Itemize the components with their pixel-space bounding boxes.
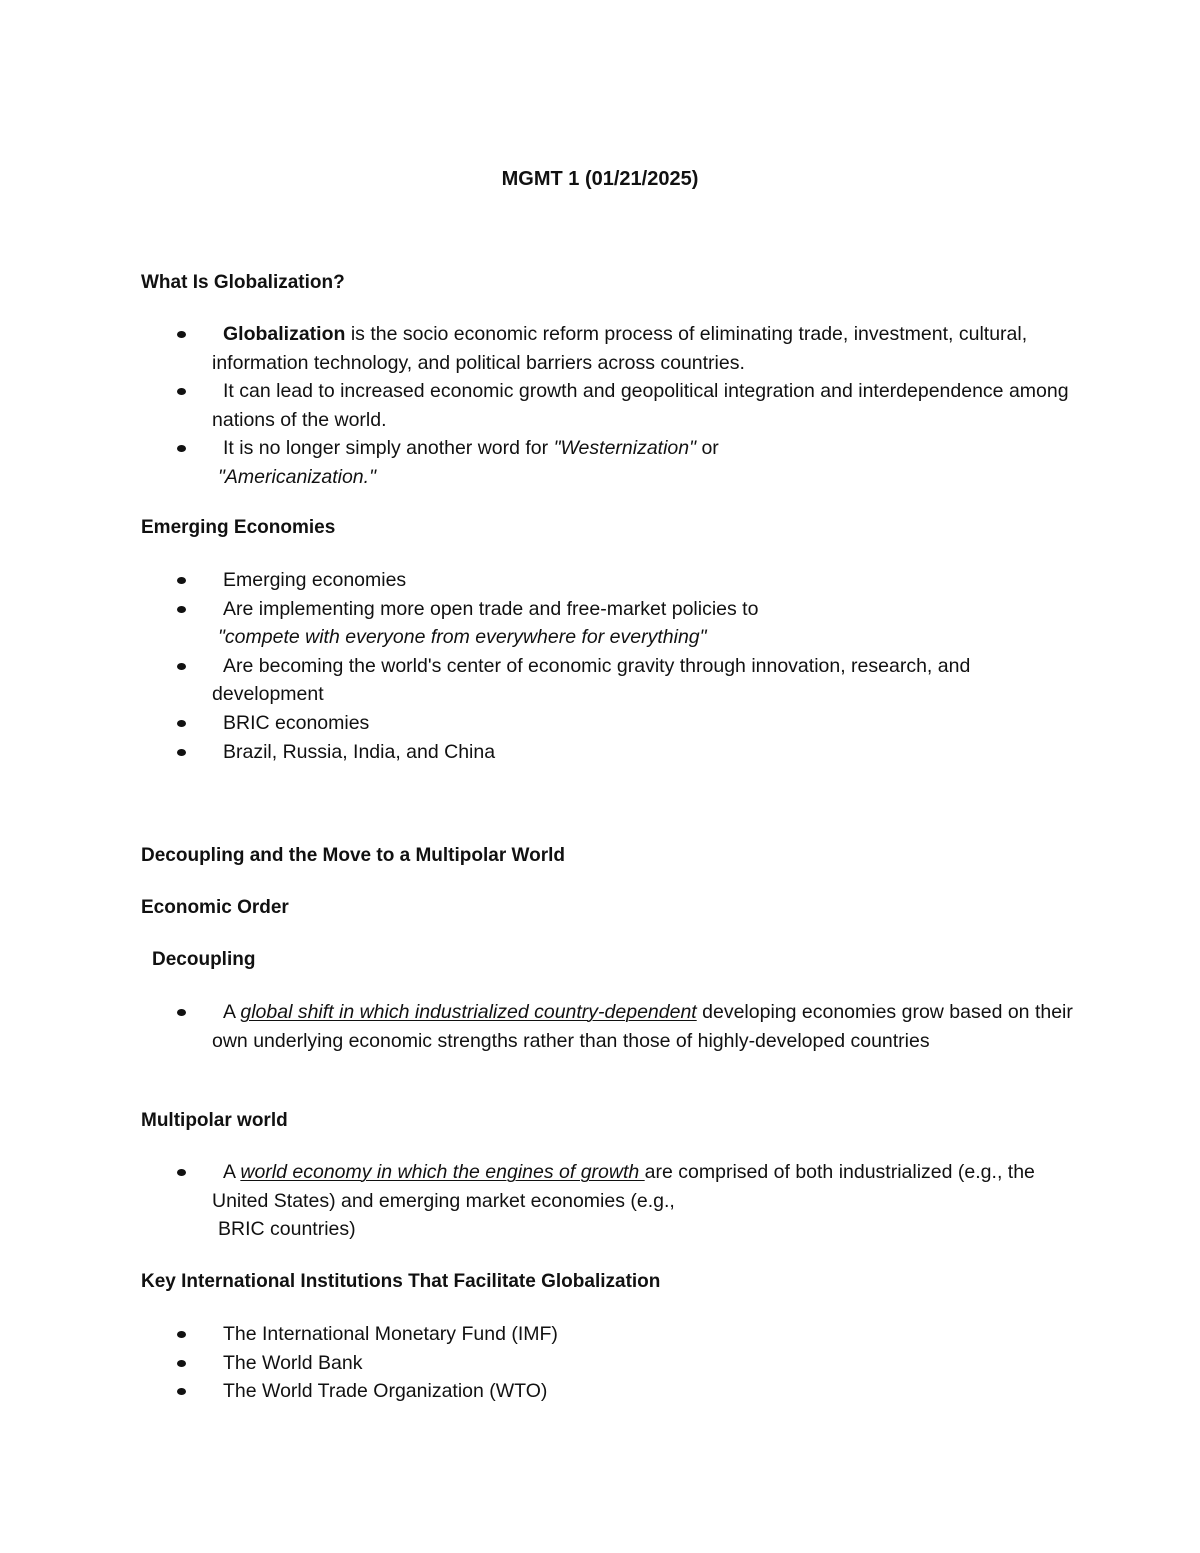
bullet-icon bbox=[177, 577, 186, 584]
list-item bbox=[0, 1320, 1200, 1349]
underlined-phrase: global shift in which industrialized country-dependent bbox=[240, 1001, 697, 1023]
list-item-text: It can lead to increased economic growth and geopolitical integration and interdependence among nations of the world. bbox=[212, 380, 1069, 431]
list-item-text: The World Bank bbox=[223, 1351, 363, 1374]
bullet-icon bbox=[177, 663, 186, 670]
list-item bbox=[0, 1158, 1200, 1244]
list-item-text: A bbox=[223, 1161, 241, 1183]
heading-multipolar-world: Multipolar world bbox=[141, 1110, 288, 1131]
multipolar-list bbox=[0, 1158, 1200, 1244]
heading-economic-order: Economic Order bbox=[141, 897, 289, 918]
underlined-phrase: world economy in which the engines of growth bbox=[240, 1161, 645, 1183]
bullet-icon bbox=[177, 749, 186, 756]
list-item-text: Are implementing more open trade and free-market policies to bbox=[223, 597, 759, 620]
bullet-icon bbox=[177, 1388, 186, 1395]
list-item bbox=[0, 1377, 1200, 1406]
heading-decoupling: Decoupling bbox=[152, 949, 256, 970]
bullet-icon bbox=[177, 331, 186, 338]
globalization-list bbox=[0, 320, 1200, 492]
list-item-text: A bbox=[223, 1001, 241, 1023]
list-item-text: The World Trade Organization (WTO) bbox=[223, 1380, 548, 1403]
bullet-icon bbox=[177, 1169, 186, 1176]
list-item bbox=[0, 595, 1200, 652]
list-item-text: Emerging economies bbox=[223, 569, 407, 591]
bullet-icon bbox=[177, 388, 186, 395]
heading-emerging-economies: Emerging Economies bbox=[141, 517, 336, 538]
list-item bbox=[0, 1349, 1200, 1378]
list-item bbox=[0, 434, 1200, 491]
decoupling-list bbox=[0, 998, 1200, 1055]
institutions-list bbox=[0, 1320, 1200, 1406]
list-item bbox=[0, 709, 1200, 738]
bullet-icon bbox=[177, 606, 186, 613]
bullet-icon bbox=[177, 1331, 186, 1338]
list-item-text: Brazil, Russia, India, and China bbox=[223, 740, 496, 763]
heading-decoupling-multipolar: Decoupling and the Move to a Multipolar World bbox=[141, 845, 565, 866]
document-title: MGMT 1 (01/21/2025) bbox=[501, 168, 699, 190]
list-item bbox=[0, 377, 1200, 434]
list-item bbox=[0, 566, 1200, 595]
list-item bbox=[0, 652, 1200, 709]
bullet-icon bbox=[177, 1360, 186, 1367]
bullet-icon bbox=[177, 445, 186, 452]
list-item bbox=[0, 320, 1200, 377]
emerging-economies-list bbox=[0, 566, 1200, 766]
list-item bbox=[0, 738, 1200, 767]
heading-key-institutions: Key International Institutions That Facilitate Globalization bbox=[141, 1271, 661, 1292]
quote-americanization: "Americanization." bbox=[218, 465, 376, 488]
list-item bbox=[0, 998, 1200, 1055]
list-item-text: It is no longer simply another word for bbox=[223, 437, 554, 460]
list-item-text: or bbox=[696, 437, 719, 460]
list-item-text: are comprised of both industrialized (e.g., the United States) and emerging market economies (e.g., bbox=[212, 1161, 1035, 1212]
quote-compete: "compete with everyone from everywhere for everything" bbox=[218, 626, 707, 649]
bullet-icon bbox=[177, 1009, 186, 1016]
list-item-text: is the socio economic reform process of eliminating trade, investment, cultural, information technology, and political barriers across countries. bbox=[212, 323, 1028, 374]
list-item-text: developing economies grow based on their own underlying economic strengths rather than those of highly-developed countries bbox=[212, 1001, 1073, 1052]
bullet-icon bbox=[177, 720, 186, 727]
list-item-text: The International Monetary Fund (IMF) bbox=[223, 1323, 558, 1345]
quote-westernization: "Westernization" bbox=[553, 437, 697, 460]
heading-what-is-globalization: What Is Globalization? bbox=[141, 272, 345, 293]
list-item-text: BRIC countries) bbox=[218, 1218, 356, 1241]
list-item-text: Are becoming the world's center of economic gravity through innovation, research, and development bbox=[212, 654, 971, 706]
term-globalization: Globalization bbox=[223, 323, 346, 345]
list-item-text: BRIC economies bbox=[223, 711, 370, 734]
